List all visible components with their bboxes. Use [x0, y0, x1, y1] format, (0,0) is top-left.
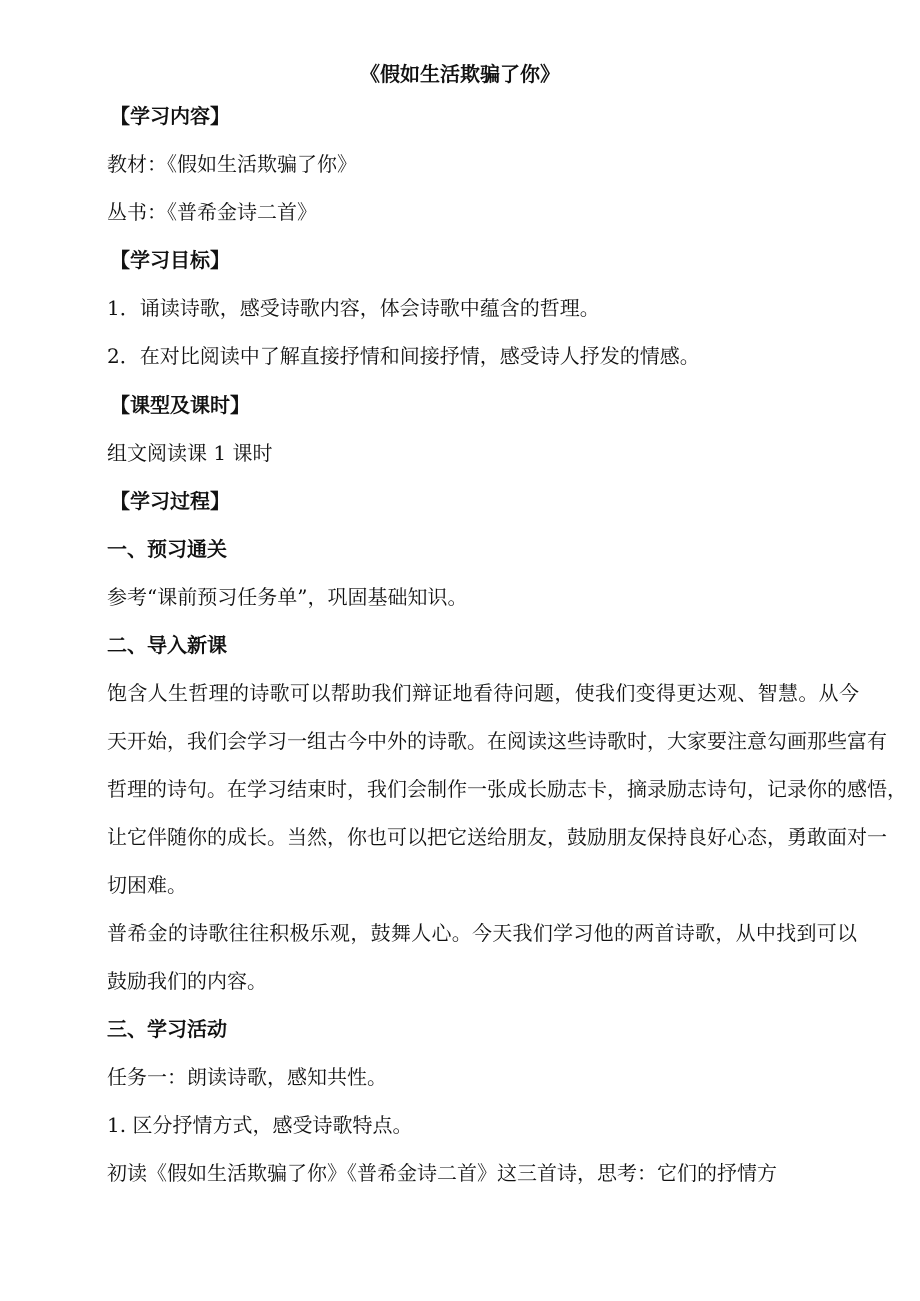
goal-item-1: 1．诵读诗歌，感受诗歌内容，体会诗歌中蕴含的哲理。: [107, 296, 600, 320]
heading-lesson-type: 【课型及课时】: [110, 393, 250, 417]
intro-paragraph-line-2: 天开始，我们会学习一组古今中外的诗歌。在阅读这些诗歌时，大家要注意勾画那些富有: [107, 729, 887, 753]
lesson-type-text: 组文阅读课 1 课时: [107, 441, 273, 465]
task-1-line: 任务一：朗读诗歌，感知共性。: [107, 1065, 387, 1089]
section-2-heading: 二、导入新课: [107, 633, 227, 657]
task-1-item-1: 1. 区分抒情方式，感受诗歌特点。: [107, 1113, 413, 1137]
section-1-heading: 一、预习通关: [107, 537, 227, 561]
section-3-heading: 三、学习活动: [107, 1017, 227, 1041]
series-line: 丛书：《普希金诗二首》: [107, 200, 317, 224]
intro-paragraph-line-5: 切困难。: [107, 873, 187, 897]
intro-paragraph-line-3: 哲理的诗句。在学习结束时，我们会制作一张成长励志卡，摘录励志诗句，记录你的感悟，: [107, 777, 907, 801]
document-title: 《假如生活欺骗了你》: [360, 62, 560, 86]
section-1-text: 参考“课前预习任务单”，巩固基础知识。: [107, 585, 468, 609]
task-1-text: 初读《假如生活欺骗了你》《普希金诗二首》这三首诗，思考：它们的抒情方: [107, 1161, 777, 1185]
pushkin-paragraph-line-1: 普希金的诗歌往往积极乐观，鼓舞人心。今天我们学习他的两首诗歌，从中找到可以: [107, 921, 857, 945]
intro-paragraph-line-1: 饱含人生哲理的诗歌可以帮助我们辩证地看待问题，使我们变得更达观、智慧。从今: [107, 681, 859, 705]
heading-learning-process: 【学习过程】: [110, 489, 230, 513]
goal-item-2: 2．在对比阅读中了解直接抒情和间接抒情，感受诗人抒发的情感。: [107, 344, 700, 368]
heading-learning-goals: 【学习目标】: [110, 248, 230, 272]
pushkin-paragraph-line-2: 鼓励我们的内容。: [107, 969, 267, 993]
heading-learning-content: 【学习内容】: [110, 104, 230, 128]
intro-paragraph-line-4: 让它伴随你的成长。当然，你也可以把它送给朋友，鼓励朋友保持良好心态，勇敢面对一: [107, 825, 887, 849]
textbook-line: 教材：《假如生活欺骗了你》: [107, 152, 357, 176]
